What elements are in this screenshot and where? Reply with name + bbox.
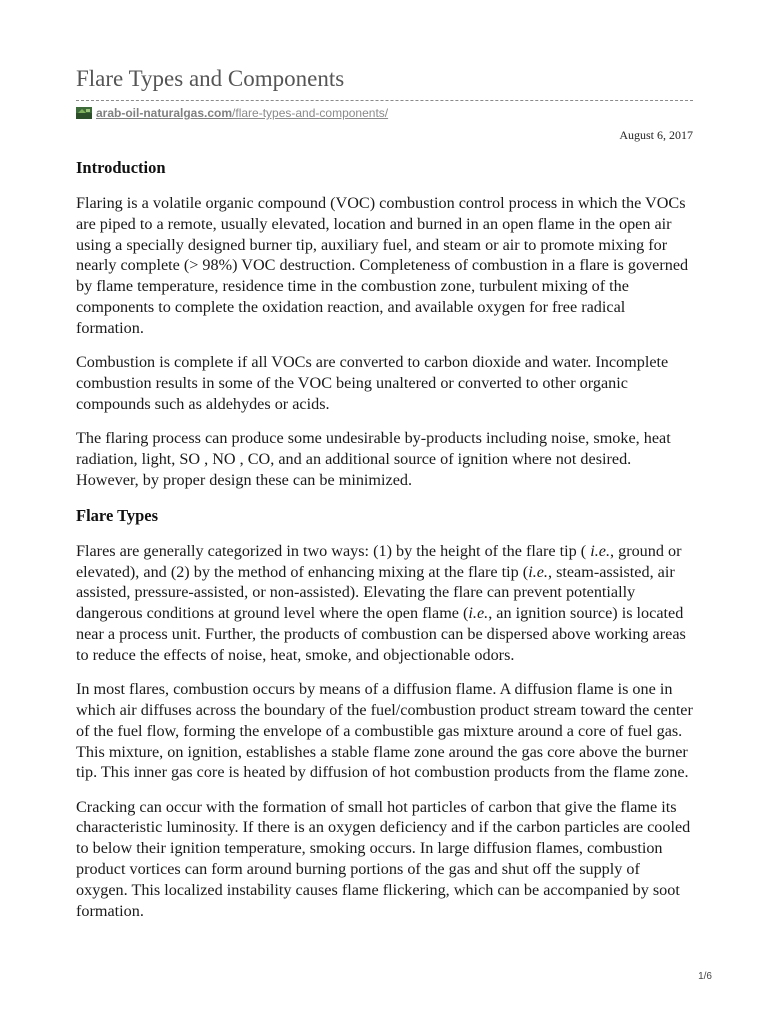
italic-text: i.e. bbox=[468, 604, 489, 623]
paragraph bbox=[76, 541, 693, 666]
section-heading-flare-types: Flare Types bbox=[76, 505, 159, 525]
italic-text: i.e. bbox=[590, 541, 610, 560]
page-title: Flare Types and Components bbox=[76, 66, 345, 91]
publish-date: August 6, 2017 bbox=[619, 128, 693, 142]
source-path-link[interactable]: /flare-types-and-components/ bbox=[232, 106, 389, 120]
paragraph: In most flares, combustion occurs by means of a diffusion flame. A diffusion flame is one in which air diffuses across the boundary of the fuel/combustion product stream toward the center of the fuel flow, forming the envelope of a combustible gas mixture around a core of fuel gas. This mixture, on ignition, establishes a stable flame zone around the gas core above the burner tip. This inner gas core is heated by diffusion of hot combustion products from the flame zone. bbox=[76, 680, 693, 782]
section-heading-introduction: Introduction bbox=[76, 158, 166, 177]
paragraph: Combustion is complete if all VOCs are converted to carbon dioxide and water. Incomplete combustion results in some of the VOC being unaltered or converted to other organic compounds such as aldehydes or acids. bbox=[76, 353, 669, 413]
page-number: 1/6 bbox=[698, 971, 712, 982]
text-run: , steam-assisted, air assisted, pressure-assisted, or non-assisted). Elevating the flare can prevent potentially dangerous conditions at ground level where the open flame ( bbox=[76, 562, 675, 623]
article-body bbox=[76, 156, 693, 935]
text-run: Flares are generally categorized in two ways: (1) by the height of the flare tip ( bbox=[76, 541, 591, 560]
paragraph: Flaring is a volatile organic compound (VOC) combustion control process in which the VOCs are piped to a remote, usually elevated, location and burned in an open flame in the open air using a specially designed burner tip, auxiliary fuel, and steam or air to promote mixing for nearly complete (> 98%) VOC destruction. Completeness of combustion in a flare is governed by flame temperature, residence time in the combustion zone, turbulent mixing of the components to complete the oxidation reaction, and available oxygen for free radical formation. bbox=[76, 194, 689, 337]
italic-text: i.e. bbox=[528, 562, 548, 581]
text-run: , an ignition source) is located near a process unit. Further, the products of combustion can be dispersed above working areas to reduce the effects of noise, heat, smoke, and objectionable odors. bbox=[76, 604, 686, 664]
source-link[interactable] bbox=[76, 106, 388, 120]
site-favicon-icon bbox=[76, 107, 92, 119]
source-domain-link[interactable]: arab-oil-naturalgas.com bbox=[96, 106, 233, 120]
paragraph: Cracking can occur with the formation of small hot particles of carbon that give the flame its characteristic luminosity. If there is an oxygen deficiency and if the carbon particles are cooled to below their ignition temperature, smoking occurs. In large diffusion flames, combustion product vortices can form around burning portions of the gas and shut off the supply of oxygen. This localized instability causes flame flickering, which can be accompanied by soot formation. bbox=[76, 797, 691, 920]
paragraph: The flaring process can produce some undesirable by-products including noise, smoke, heat radiation, light, SO , NO , CO, and an additional source of ignition where not desired. However, by proper design these can be minimized. bbox=[76, 428, 671, 489]
text-run: , ground or elevated), and (2) by the method of enhancing mixing at the flare tip ( bbox=[76, 541, 682, 581]
title-divider bbox=[76, 100, 693, 101]
